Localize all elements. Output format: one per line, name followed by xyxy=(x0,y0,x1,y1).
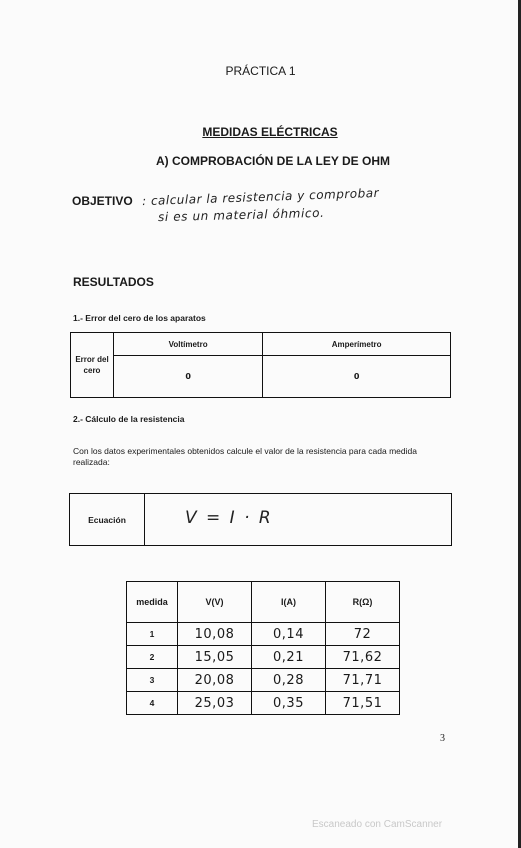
results-heading: RESULTADOS xyxy=(73,275,154,289)
voltimetro-header: Voltímetro xyxy=(114,333,263,356)
cell-resistance: 71,62 xyxy=(326,646,400,669)
equation-box xyxy=(69,493,452,546)
objective-label: OBJETIVO xyxy=(72,194,133,208)
header-resistance: R(Ω) xyxy=(326,582,400,623)
page-number: 3 xyxy=(440,733,445,744)
amperimetro-zero-value: 0 xyxy=(263,356,451,398)
header-medida: medida xyxy=(127,582,178,623)
table-row xyxy=(127,669,400,692)
table-row xyxy=(127,623,400,646)
cell-current: 0,28 xyxy=(252,669,326,692)
zero-error-heading: 1.- Error del cero de los aparatos xyxy=(73,313,206,323)
equation-value: V = I · R xyxy=(185,508,273,528)
voltimetro-zero-value: 0 xyxy=(114,356,263,398)
instructions-text: Con los datos experimentales obtenidos calcule el valor de la resistencia para cada medida realizada: xyxy=(73,446,417,467)
table-row xyxy=(127,692,400,715)
section-title: MEDIDAS ELÉCTRICAS xyxy=(202,125,338,139)
table-row xyxy=(127,646,400,669)
cell-medida: 3 xyxy=(127,669,178,692)
cell-current: 0,14 xyxy=(252,623,326,646)
subsection-title: A) COMPROBACIÓN DE LA LEY DE OHM xyxy=(155,154,390,168)
cell-voltage: 10,08 xyxy=(178,623,252,646)
resistance-calc-heading: 2.- Cálculo de la resistencia xyxy=(73,414,185,424)
practice-title: PRÁCTICA 1 xyxy=(225,64,296,78)
cell-voltage: 25,03 xyxy=(178,692,252,715)
cell-medida: 2 xyxy=(127,646,178,669)
measurements-table xyxy=(126,581,400,715)
cell-medida: 4 xyxy=(127,692,178,715)
objective-handwritten-line1: : calcular la resistencia y comprobar xyxy=(141,185,380,209)
amperimetro-header: Amperímetro xyxy=(263,333,451,356)
zero-error-table xyxy=(70,332,451,398)
cell-current: 0,35 xyxy=(252,692,326,715)
header-voltage: V(V) xyxy=(178,582,252,623)
cell-resistance: 71,71 xyxy=(326,669,400,692)
table-header-row xyxy=(127,582,400,623)
cell-voltage: 20,08 xyxy=(178,669,252,692)
cell-medida: 1 xyxy=(127,623,178,646)
table-row xyxy=(71,356,451,398)
cell-resistance: 72 xyxy=(326,623,400,646)
cell-voltage: 15,05 xyxy=(178,646,252,669)
header-current: I(A) xyxy=(252,582,326,623)
cell-current: 0,21 xyxy=(252,646,326,669)
table-row xyxy=(71,333,451,356)
cell-resistance: 71,51 xyxy=(326,692,400,715)
scanner-watermark: Escaneado con CamScanner xyxy=(312,819,443,830)
error-del-cero-label: Error del cero xyxy=(71,333,114,398)
objective-handwritten-line2: si es un material óhmico. xyxy=(157,205,325,225)
equation-label: Ecuación xyxy=(70,494,145,545)
